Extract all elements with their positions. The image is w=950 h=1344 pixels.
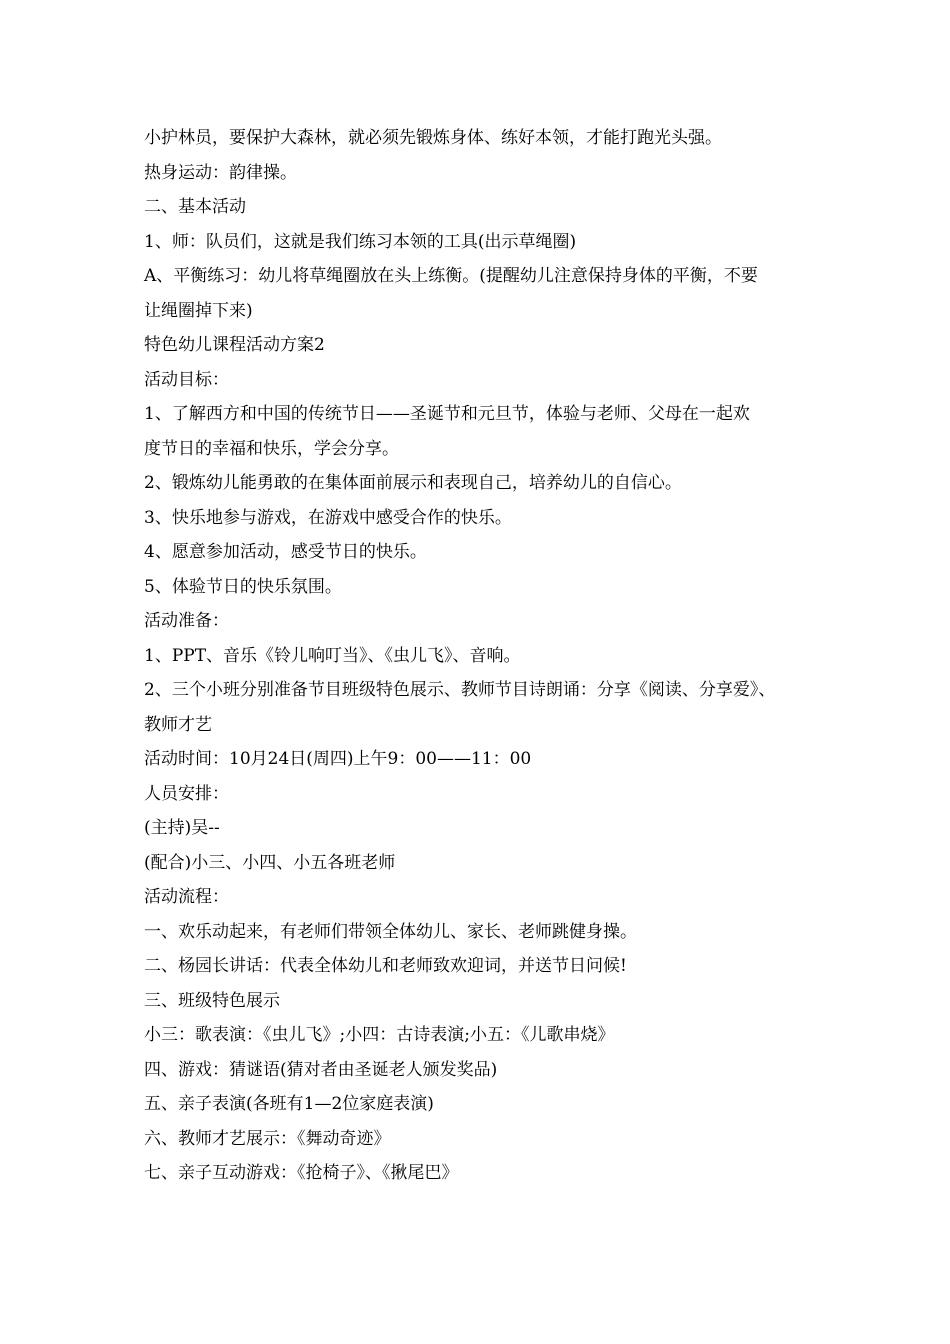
text-line: 让绳圈掉下来)	[144, 300, 253, 321]
text-line: 5、体验节日的快乐氛围。	[144, 576, 342, 597]
text-line: 教师才艺	[144, 714, 212, 735]
text-line: 活动时间：10月24日(周四)上午9：00——11：00	[144, 749, 532, 769]
text-line: (主持)吴--	[144, 818, 220, 838]
section-heading: 活动流程：	[144, 887, 229, 907]
text-line: 2、三个小班分别准备节目班级特色展示、教师节目诗朗诵：分享《阅读、分享爱》、	[144, 680, 776, 700]
text-line: 3、快乐地参与游戏，在游戏中感受合作的快乐。	[144, 507, 512, 528]
text-line: 五、亲子表演(各班有1—2位家庭表演)	[144, 1094, 434, 1114]
text-line: 四、游戏：猜谜语(猜对者由圣诞老人颁发奖品)	[144, 1059, 498, 1080]
section-heading: 人员安排：	[144, 783, 229, 804]
text-line: 1、师：队员们，这就是我们练习本领的工具(出示草绳圈)	[144, 231, 577, 252]
text-line: 热身运动：韵律操。	[144, 162, 297, 183]
section-heading: 活动准备：	[144, 611, 229, 631]
text-line: A、平衡练习：幼儿将草绳圈放在头上练衡。(提醒幼儿注意保持身体的平衡，不要	[144, 266, 758, 286]
text-line: 七、亲子互动游戏：《抢椅子》、《揪尾巴》	[144, 1163, 459, 1183]
text-line: 2、锻炼幼儿能勇敢的在集体面前展示和表现自己，培养幼儿的自信心。	[144, 473, 682, 493]
document-body	[144, 121, 809, 1191]
document-subtitle: 特色幼儿课程活动方案2	[144, 335, 325, 355]
text-line: 一、欢乐动起来，有老师们带领全体幼儿、家长、老师跳健身操。	[144, 921, 637, 942]
text-line: 小护林员，要保护大森林，就必须先锻炼身体、练好本领，才能打跑光头强。	[144, 128, 722, 148]
text-line: 1、了解西方和中国的传统节日——圣诞节和元旦节，体验与老师、父母在一起欢	[144, 404, 750, 424]
text-line: 度节日的幸福和快乐，学会分享。	[144, 438, 399, 459]
text-line: 4、愿意参加活动，感受节日的快乐。	[144, 542, 427, 562]
text-line: 1、PPT、音乐《铃儿响叮当》、《虫儿飞》、音响。	[144, 645, 521, 666]
section-heading: 二、基本活动	[144, 197, 246, 217]
text-line: 六、教师才艺展示：《舞动奇迹》	[144, 1128, 391, 1149]
text-line: 二、杨园长讲话：代表全体幼儿和老师致欢迎词，并送节日问候!	[144, 956, 627, 976]
text-line: 小三：歌表演：《虫儿飞》;小四：古诗表演;小五：《儿歌串烧》	[144, 1025, 615, 1045]
text-line: 三、班级特色展示	[144, 990, 280, 1011]
section-heading: 活动目标：	[144, 369, 229, 390]
text-line: (配合)小三、小四、小五各班老师	[144, 852, 396, 873]
